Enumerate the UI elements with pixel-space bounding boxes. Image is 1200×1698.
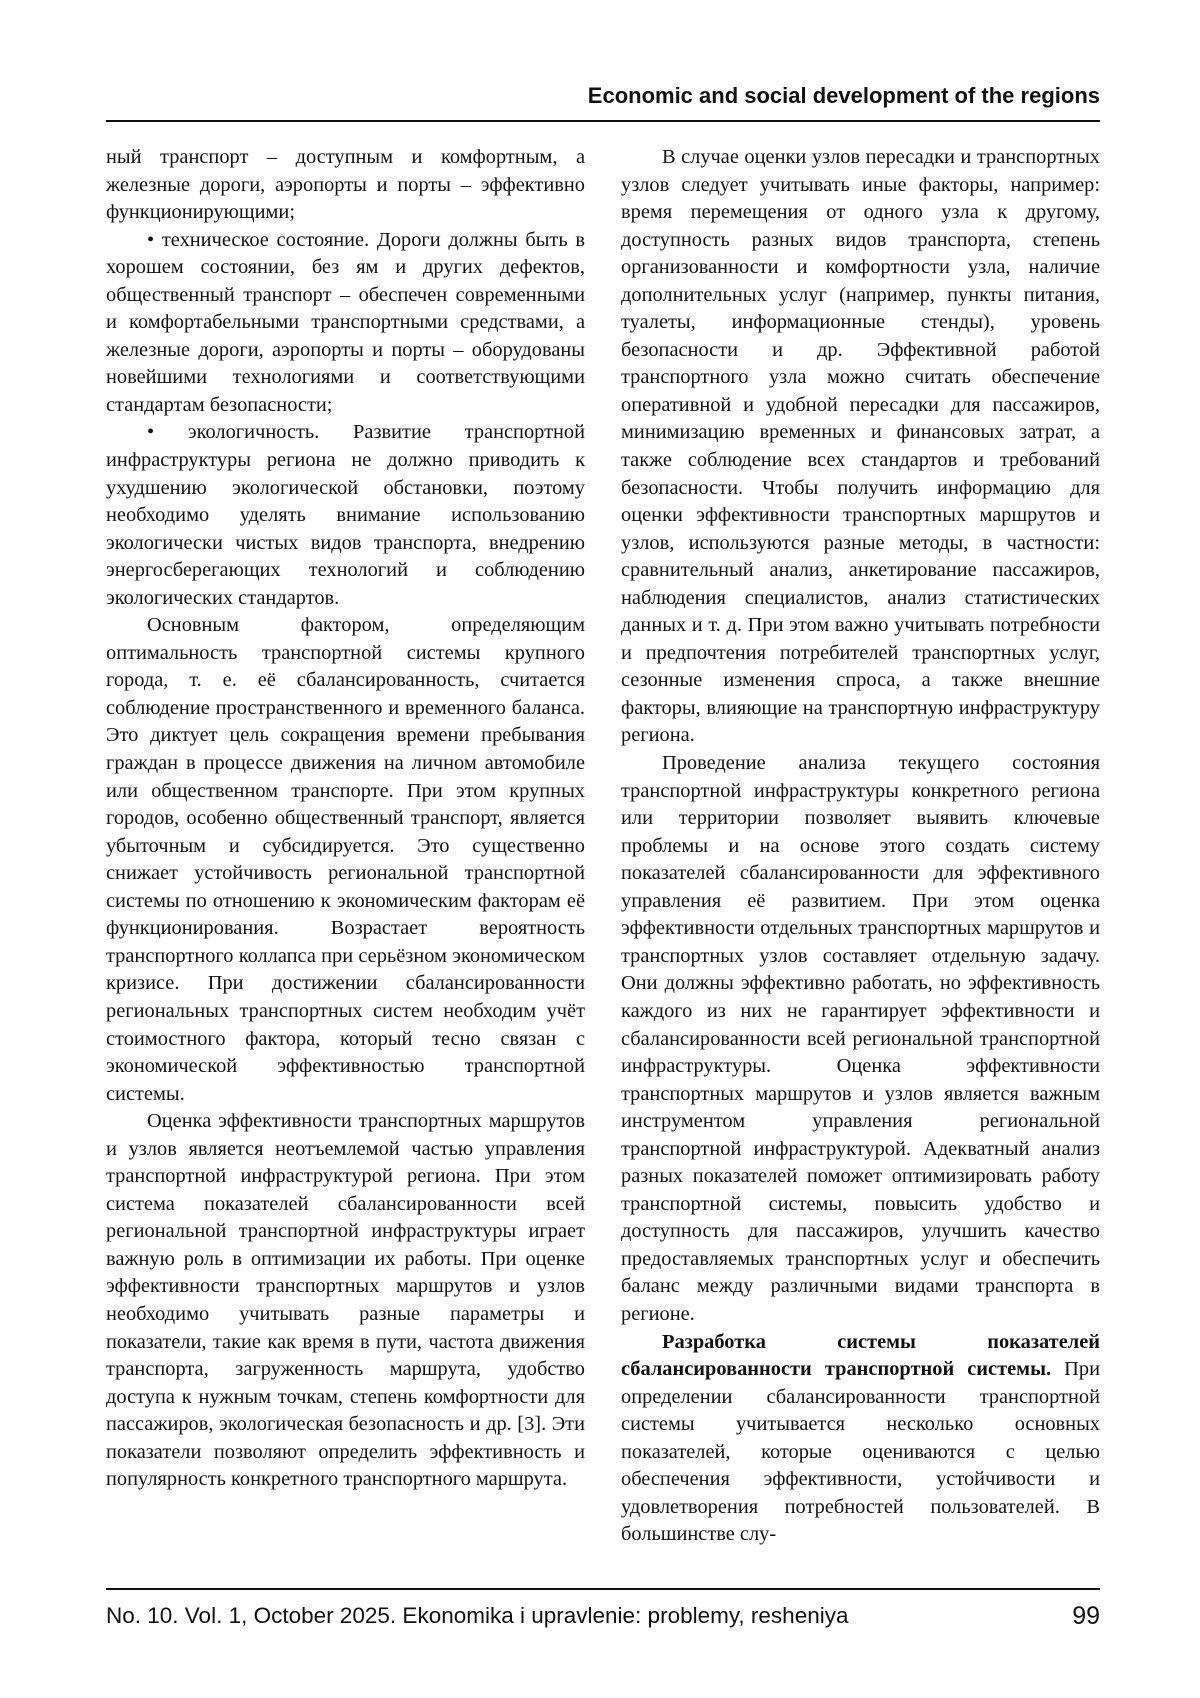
section-heading: Разработка системы показателей сбалансированности транспортной системы. xyxy=(621,1331,1100,1381)
paragraph-analysis: Проведение анализа текущего состояния транспортной инфраструктуры конкретного региона или территории позволяет выявить ключевые проблемы и на основе этого создать систему показателей сбалансированности для эффективного управления её развитием. При этом оценка эффективности отдельных транспортных маршрутов и транспортных узлов составляет отдельную задачу. Они должны эффективно работать, но эффективность каждого из них не гарантирует эффективности и сбалансированности всей региональной транспортной инфраструктуры. Оценка эффективности транспортных маршрутов и узлов является важным инструментом управления региональной транспортной инфраструктурой. Адекватный анализ разных показателей поможет оптимизировать работу транспортной системы, повысить удобство и доступность для пассажиров, улучшить качество предоставляемых транспортных услуг и обеспечить баланс между различными видами транспорта в регионе. xyxy=(621,750,1100,1328)
paragraph-main-factor: Основным фактором, определяющим оптимальность транспортной системы крупного города, т. е. её сбалансированность, считается соблюдение пространственного и временного баланса. Это диктует цель сокращения времени пребывания граждан в процессе движения на личном автомобиле или общественном транспорте. При этом крупных городов, особенно общественный транспорт, является убыточным и субсидируется. Это существенно снижает устойчивость региональной транспортной системы по отношению к экономическим факторам её функционирования. Возрастает вероятность транспортного коллапса при серьёзном экономическом кризисе. При достижении сбалансированности региональных транспортных систем необходим учёт стоимостного фактора, который тесно связан с экономической эффективностью транспортной системы. xyxy=(106,612,585,1108)
bullet-technical-condition: • техническое состояние. Дороги должны быть в хорошем состоянии, без ям и других дефектов, общественный транспорт – обеспечен современными и комфортабельными транспортными средствами, а железные дороги, аэропорты и порты – оборудованы новейшими технологиями и соответствующими стандартам безопасности; xyxy=(106,227,585,420)
page-footer xyxy=(106,1600,1100,1632)
article-page xyxy=(0,0,1200,1698)
journal-citation: No. 10. Vol. 1, October 2025. Ekonomika i upravlenie: problemy, resheniya xyxy=(106,1600,849,1632)
header-divider xyxy=(106,120,1100,122)
running-title: Economic and social development of the regions xyxy=(106,82,1100,110)
footer-divider xyxy=(106,1588,1100,1590)
left-column xyxy=(106,144,585,1494)
paragraph-section-start xyxy=(621,1329,1100,1549)
right-column xyxy=(621,144,1100,1549)
paragraph-continuation: ный транспорт – доступным и комфортным, а железные дороги, аэропорты и порты – эффективно функционирующими; xyxy=(106,144,585,227)
bullet-ecology: • экологичность. Развитие транспортной инфраструктуры региона не должно приводить к ухудшению экологической обстановки, поэтому необходимо уделять внимание использованию экологически чистых видов транспорта, внедрению энергосберегающих технологий и соблюдению экологических стандартов. xyxy=(106,419,585,612)
page-number: 99 xyxy=(1072,1600,1100,1632)
paragraph-transfer-nodes: В случае оценки узлов пересадки и транспортных узлов следует учитывать иные факторы, например: время перемещения от одного узла к другому, доступность разных видов транспорта, степень организованности и комфортности узла, наличие дополнительных услуг (например, пункты питания, туалеты, информационные стенды), уровень безопасности и др. Эффективной работой транспортного узла можно считать обеспечение оперативной и удобной пересадки для пассажиров, минимизацию временных и финансовых затрат, а также соблюдение всех стандартов и требований безопасности. Чтобы получить информацию для оценки эффективности транспортных маршрутов и узлов, используются разные методы, в частности: сравнительный анализ, анкетирование пассажиров, наблюдения специалистов, анализ статистических данных и т. д. При этом важно учитывать потребности и предпочтения потребителей транспортных услуг, сезонные изменения спроса, а также внешние факторы, влияющие на транспортную инфраструктуру региона. xyxy=(621,144,1100,750)
section-text: При определении сбалансированности транспортной системы учитывается несколько основных показателей, которые оцениваются с целью обеспечения эффективности, устойчивости и удовлетворения потребностей пользователей. В большинстве слу- xyxy=(621,1358,1100,1545)
paragraph-route-evaluation: Оценка эффективности транспортных маршрутов и узлов является неотъемлемой частью управления транспортной инфраструктурой региона. При этом система показателей сбалансированности всей региональной транспортной инфраструктуры играет важную роль в оптимизации их работы. При оценке эффективности транспортных маршрутов и узлов необходимо учитывать разные параметры и показатели, такие как время в пути, частота движения транспорта, загруженность маршрута, удобство доступа к нужным точкам, степень комфортности для пассажиров, экологическая безопасность и др. [3]. Эти показатели позволяют определить эффективность и популярность конкретного транспортного маршрута. xyxy=(106,1108,585,1494)
